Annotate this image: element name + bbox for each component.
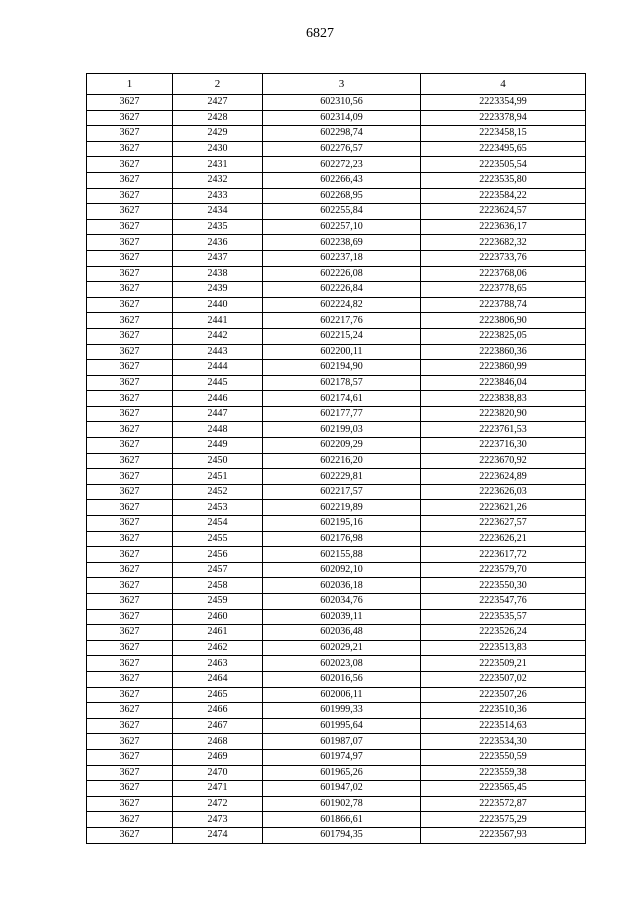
table-cell-col-1: 3627 (87, 718, 173, 734)
table-row (87, 656, 586, 672)
table-cell-col-3: 601794,35 (263, 827, 421, 843)
table-cell-col-2: 2472 (173, 796, 263, 812)
table-row (87, 687, 586, 703)
table-row (87, 609, 586, 625)
table-body (87, 95, 586, 844)
table-row (87, 562, 586, 578)
table-cell-col-1: 3627 (87, 687, 173, 703)
table-row (87, 516, 586, 532)
table-cell-col-2: 2473 (173, 812, 263, 828)
table-cell-col-4: 2223526,24 (421, 625, 586, 641)
table-cell-col-3: 602155,88 (263, 547, 421, 563)
table-cell-col-3: 602226,08 (263, 266, 421, 282)
table-cell-col-1: 3627 (87, 594, 173, 610)
table-row (87, 110, 586, 126)
table-cell-col-4: 2223733,76 (421, 250, 586, 266)
table-row (87, 406, 586, 422)
table-cell-col-4: 2223505,54 (421, 157, 586, 173)
table-cell-col-4: 2223510,36 (421, 703, 586, 719)
table-cell-col-3: 602029,21 (263, 640, 421, 656)
table-row (87, 827, 586, 843)
table-cell-col-3: 602006,11 (263, 687, 421, 703)
table-cell-col-3: 602177,77 (263, 406, 421, 422)
table-row (87, 734, 586, 750)
table-cell-col-2: 2436 (173, 235, 263, 251)
table-cell-col-2: 2432 (173, 172, 263, 188)
table-cell-col-2: 2443 (173, 344, 263, 360)
table-cell-col-1: 3627 (87, 671, 173, 687)
table-cell-col-1: 3627 (87, 204, 173, 220)
table-row (87, 547, 586, 563)
table-cell-col-3: 601987,07 (263, 734, 421, 750)
table-cell-col-3: 601974,97 (263, 749, 421, 765)
table-cell-col-2: 2442 (173, 328, 263, 344)
table-cell-col-3: 602217,76 (263, 313, 421, 329)
table-row (87, 531, 586, 547)
table-cell-col-4: 2223507,02 (421, 671, 586, 687)
table-cell-col-1: 3627 (87, 453, 173, 469)
table-cell-col-1: 3627 (87, 781, 173, 797)
table-cell-col-4: 2223550,30 (421, 578, 586, 594)
table-cell-col-3: 602310,56 (263, 95, 421, 111)
table-row (87, 172, 586, 188)
table-cell-col-3: 601999,33 (263, 703, 421, 719)
table-cell-col-3: 602229,81 (263, 469, 421, 485)
table-cell-col-3: 602194,90 (263, 360, 421, 376)
table-row (87, 703, 586, 719)
table-cell-col-3: 601965,26 (263, 765, 421, 781)
table-cell-col-4: 2223617,72 (421, 547, 586, 563)
table-cell-col-1: 3627 (87, 219, 173, 235)
table-row (87, 671, 586, 687)
table-cell-col-4: 2223761,53 (421, 422, 586, 438)
table-cell-col-1: 3627 (87, 344, 173, 360)
table-cell-col-3: 602237,18 (263, 250, 421, 266)
table-cell-col-3: 602238,69 (263, 235, 421, 251)
table-cell-col-1: 3627 (87, 126, 173, 142)
page-number: 6827 (306, 26, 334, 41)
table-cell-col-4: 2223636,17 (421, 219, 586, 235)
table-cell-col-1: 3627 (87, 110, 173, 126)
table-cell-col-2: 2449 (173, 438, 263, 454)
table-cell-col-2: 2447 (173, 406, 263, 422)
table-cell-col-3: 602176,98 (263, 531, 421, 547)
table-cell-col-4: 2223838,83 (421, 391, 586, 407)
table-cell-col-3: 602178,57 (263, 375, 421, 391)
table-cell-col-4: 2223547,76 (421, 594, 586, 610)
table-cell-col-1: 3627 (87, 438, 173, 454)
table-cell-col-1: 3627 (87, 282, 173, 298)
table-row (87, 484, 586, 500)
table-row (87, 578, 586, 594)
table-cell-col-4: 2223627,57 (421, 516, 586, 532)
table-cell-col-4: 2223820,90 (421, 406, 586, 422)
table-cell-col-2: 2440 (173, 297, 263, 313)
table-cell-col-3: 602298,74 (263, 126, 421, 142)
table-cell-col-1: 3627 (87, 734, 173, 750)
table-row (87, 594, 586, 610)
table-cell-col-2: 2438 (173, 266, 263, 282)
table-cell-col-2: 2455 (173, 531, 263, 547)
table-cell-col-2: 2467 (173, 718, 263, 734)
table-cell-col-3: 602209,29 (263, 438, 421, 454)
table-cell-col-1: 3627 (87, 812, 173, 828)
table-cell-col-2: 2430 (173, 141, 263, 157)
header-row (87, 74, 586, 95)
table-cell-col-1: 3627 (87, 500, 173, 516)
table-cell-col-4: 2223670,92 (421, 453, 586, 469)
table-row (87, 718, 586, 734)
table-cell-col-4: 2223825,05 (421, 328, 586, 344)
table-row (87, 749, 586, 765)
table-row (87, 328, 586, 344)
table-row (87, 141, 586, 157)
table-cell-col-2: 2456 (173, 547, 263, 563)
table-cell-col-1: 3627 (87, 640, 173, 656)
table-cell-col-2: 2448 (173, 422, 263, 438)
table-cell-col-2: 2465 (173, 687, 263, 703)
table-cell-col-4: 2223567,93 (421, 827, 586, 843)
table-cell-col-4: 2223846,04 (421, 375, 586, 391)
table-row (87, 500, 586, 516)
table-cell-col-4: 2223860,99 (421, 360, 586, 376)
table-cell-col-2: 2458 (173, 578, 263, 594)
table-cell-col-3: 602199,03 (263, 422, 421, 438)
table-cell-col-2: 2461 (173, 625, 263, 641)
table-cell-col-1: 3627 (87, 547, 173, 563)
table-cell-col-1: 3627 (87, 360, 173, 376)
column-header-3: 3 (263, 74, 421, 95)
table-cell-col-2: 2445 (173, 375, 263, 391)
table-cell-col-2: 2439 (173, 282, 263, 298)
table-row (87, 126, 586, 142)
table-cell-col-4: 2223378,94 (421, 110, 586, 126)
table-cell-col-3: 602016,56 (263, 671, 421, 687)
table-cell-col-2: 2433 (173, 188, 263, 204)
table-cell-col-4: 2223778,65 (421, 282, 586, 298)
table-cell-col-1: 3627 (87, 172, 173, 188)
table-row (87, 235, 586, 251)
table-cell-col-4: 2223626,21 (421, 531, 586, 547)
table-cell-col-1: 3627 (87, 625, 173, 641)
table-cell-col-3: 602200,11 (263, 344, 421, 360)
table-row (87, 188, 586, 204)
table-cell-col-1: 3627 (87, 266, 173, 282)
table-row (87, 781, 586, 797)
table-cell-col-1: 3627 (87, 313, 173, 329)
table-cell-col-4: 2223559,38 (421, 765, 586, 781)
table-cell-col-1: 3627 (87, 250, 173, 266)
table-cell-col-1: 3627 (87, 422, 173, 438)
table-cell-col-2: 2441 (173, 313, 263, 329)
table-cell-col-1: 3627 (87, 157, 173, 173)
table-cell-col-2: 2464 (173, 671, 263, 687)
table-cell-col-1: 3627 (87, 375, 173, 391)
table-cell-col-4: 2223584,22 (421, 188, 586, 204)
table-cell-col-2: 2459 (173, 594, 263, 610)
table-cell-col-4: 2223565,45 (421, 781, 586, 797)
table-row (87, 469, 586, 485)
table-row (87, 765, 586, 781)
table-row (87, 313, 586, 329)
table-cell-col-3: 602276,57 (263, 141, 421, 157)
table-cell-col-1: 3627 (87, 531, 173, 547)
table-cell-col-3: 602023,08 (263, 656, 421, 672)
column-header-1: 1 (87, 74, 173, 95)
table-row (87, 640, 586, 656)
table-cell-col-3: 602314,09 (263, 110, 421, 126)
table-cell-col-4: 2223575,29 (421, 812, 586, 828)
table-cell-col-2: 2446 (173, 391, 263, 407)
table-row (87, 812, 586, 828)
table-cell-col-2: 2469 (173, 749, 263, 765)
table-cell-col-4: 2223621,26 (421, 500, 586, 516)
table-cell-col-3: 602257,10 (263, 219, 421, 235)
table-row (87, 250, 586, 266)
table-cell-col-2: 2468 (173, 734, 263, 750)
column-header-2: 2 (173, 74, 263, 95)
table-cell-col-4: 2223768,06 (421, 266, 586, 282)
table-cell-col-4: 2223806,90 (421, 313, 586, 329)
table-cell-col-2: 2452 (173, 484, 263, 500)
table-cell-col-2: 2444 (173, 360, 263, 376)
table-cell-col-3: 602174,61 (263, 391, 421, 407)
table-row (87, 95, 586, 111)
table-cell-col-3: 601866,61 (263, 812, 421, 828)
table-cell-col-1: 3627 (87, 765, 173, 781)
table-cell-col-4: 2223354,99 (421, 95, 586, 111)
table-row (87, 438, 586, 454)
table-cell-col-1: 3627 (87, 406, 173, 422)
table-row (87, 391, 586, 407)
table-cell-col-2: 2463 (173, 656, 263, 672)
table-cell-col-4: 2223535,80 (421, 172, 586, 188)
table-cell-col-2: 2434 (173, 204, 263, 220)
table-cell-col-1: 3627 (87, 562, 173, 578)
table-cell-col-3: 602216,20 (263, 453, 421, 469)
table-cell-col-4: 2223534,30 (421, 734, 586, 750)
table-cell-col-4: 2223624,89 (421, 469, 586, 485)
table-cell-col-2: 2437 (173, 250, 263, 266)
table-cell-col-4: 2223624,57 (421, 204, 586, 220)
table-cell-col-4: 2223716,30 (421, 438, 586, 454)
table-cell-col-4: 2223788,74 (421, 297, 586, 313)
table-cell-col-3: 602266,43 (263, 172, 421, 188)
table-cell-col-1: 3627 (87, 516, 173, 532)
column-header-4: 4 (421, 74, 586, 95)
table-cell-col-4: 2223507,26 (421, 687, 586, 703)
table-cell-col-1: 3627 (87, 484, 173, 500)
table-cell-col-1: 3627 (87, 609, 173, 625)
table-cell-col-4: 2223682,32 (421, 235, 586, 251)
table-cell-col-3: 601947,02 (263, 781, 421, 797)
table-cell-col-2: 2451 (173, 469, 263, 485)
table-cell-col-1: 3627 (87, 328, 173, 344)
table-cell-col-1: 3627 (87, 188, 173, 204)
table-cell-col-1: 3627 (87, 796, 173, 812)
table-cell-col-2: 2427 (173, 95, 263, 111)
table-cell-col-2: 2457 (173, 562, 263, 578)
table-cell-col-3: 602224,82 (263, 297, 421, 313)
table-cell-col-4: 2223860,36 (421, 344, 586, 360)
table-cell-col-4: 2223458,15 (421, 126, 586, 142)
table-cell-col-4: 2223572,87 (421, 796, 586, 812)
table-cell-col-3: 601902,78 (263, 796, 421, 812)
table-row (87, 360, 586, 376)
table-cell-col-3: 602036,18 (263, 578, 421, 594)
table-row (87, 297, 586, 313)
table-cell-col-3: 602195,16 (263, 516, 421, 532)
table-cell-col-3: 602219,89 (263, 500, 421, 516)
coordinates-table (86, 73, 586, 844)
table-row (87, 157, 586, 173)
table-cell-col-1: 3627 (87, 749, 173, 765)
table-cell-col-1: 3627 (87, 656, 173, 672)
table-cell-col-2: 2428 (173, 110, 263, 126)
table-cell-col-4: 2223495,65 (421, 141, 586, 157)
table-cell-col-3: 602039,11 (263, 609, 421, 625)
table-cell-col-1: 3627 (87, 391, 173, 407)
table-cell-col-2: 2435 (173, 219, 263, 235)
table-cell-col-4: 2223626,03 (421, 484, 586, 500)
table-row (87, 625, 586, 641)
table-cell-col-3: 601995,64 (263, 718, 421, 734)
table-cell-col-2: 2466 (173, 703, 263, 719)
table-cell-col-4: 2223514,63 (421, 718, 586, 734)
table-cell-col-2: 2460 (173, 609, 263, 625)
table-row (87, 796, 586, 812)
table-cell-col-1: 3627 (87, 95, 173, 111)
table-cell-col-4: 2223513,83 (421, 640, 586, 656)
table-cell-col-2: 2450 (173, 453, 263, 469)
table-cell-col-1: 3627 (87, 469, 173, 485)
table-cell-col-3: 602255,84 (263, 204, 421, 220)
table-row (87, 204, 586, 220)
table-cell-col-4: 2223509,21 (421, 656, 586, 672)
table-row (87, 266, 586, 282)
table-cell-col-2: 2453 (173, 500, 263, 516)
table-row (87, 375, 586, 391)
table-cell-col-4: 2223550,59 (421, 749, 586, 765)
table-cell-col-3: 602215,24 (263, 328, 421, 344)
table-row (87, 219, 586, 235)
table-cell-col-2: 2429 (173, 126, 263, 142)
table-cell-col-2: 2471 (173, 781, 263, 797)
table-cell-col-3: 602092,10 (263, 562, 421, 578)
table-row (87, 422, 586, 438)
table-cell-col-4: 2223579,70 (421, 562, 586, 578)
table-cell-col-1: 3627 (87, 827, 173, 843)
table-cell-col-3: 602034,76 (263, 594, 421, 610)
table-cell-col-3: 602268,95 (263, 188, 421, 204)
table-cell-col-1: 3627 (87, 235, 173, 251)
table-cell-col-1: 3627 (87, 141, 173, 157)
table-header (87, 74, 586, 95)
table-cell-col-3: 602226,84 (263, 282, 421, 298)
table-cell-col-2: 2462 (173, 640, 263, 656)
table-cell-col-2: 2474 (173, 827, 263, 843)
table-cell-col-1: 3627 (87, 578, 173, 594)
table-row (87, 344, 586, 360)
table-row (87, 282, 586, 298)
table-cell-col-2: 2454 (173, 516, 263, 532)
table-cell-col-2: 2431 (173, 157, 263, 173)
table-cell-col-1: 3627 (87, 703, 173, 719)
table-cell-col-3: 602217,57 (263, 484, 421, 500)
table-cell-col-3: 602272,23 (263, 157, 421, 173)
table-cell-col-2: 2470 (173, 765, 263, 781)
table-cell-col-1: 3627 (87, 297, 173, 313)
table-row (87, 453, 586, 469)
table-cell-col-3: 602036,48 (263, 625, 421, 641)
table-cell-col-4: 2223535,57 (421, 609, 586, 625)
